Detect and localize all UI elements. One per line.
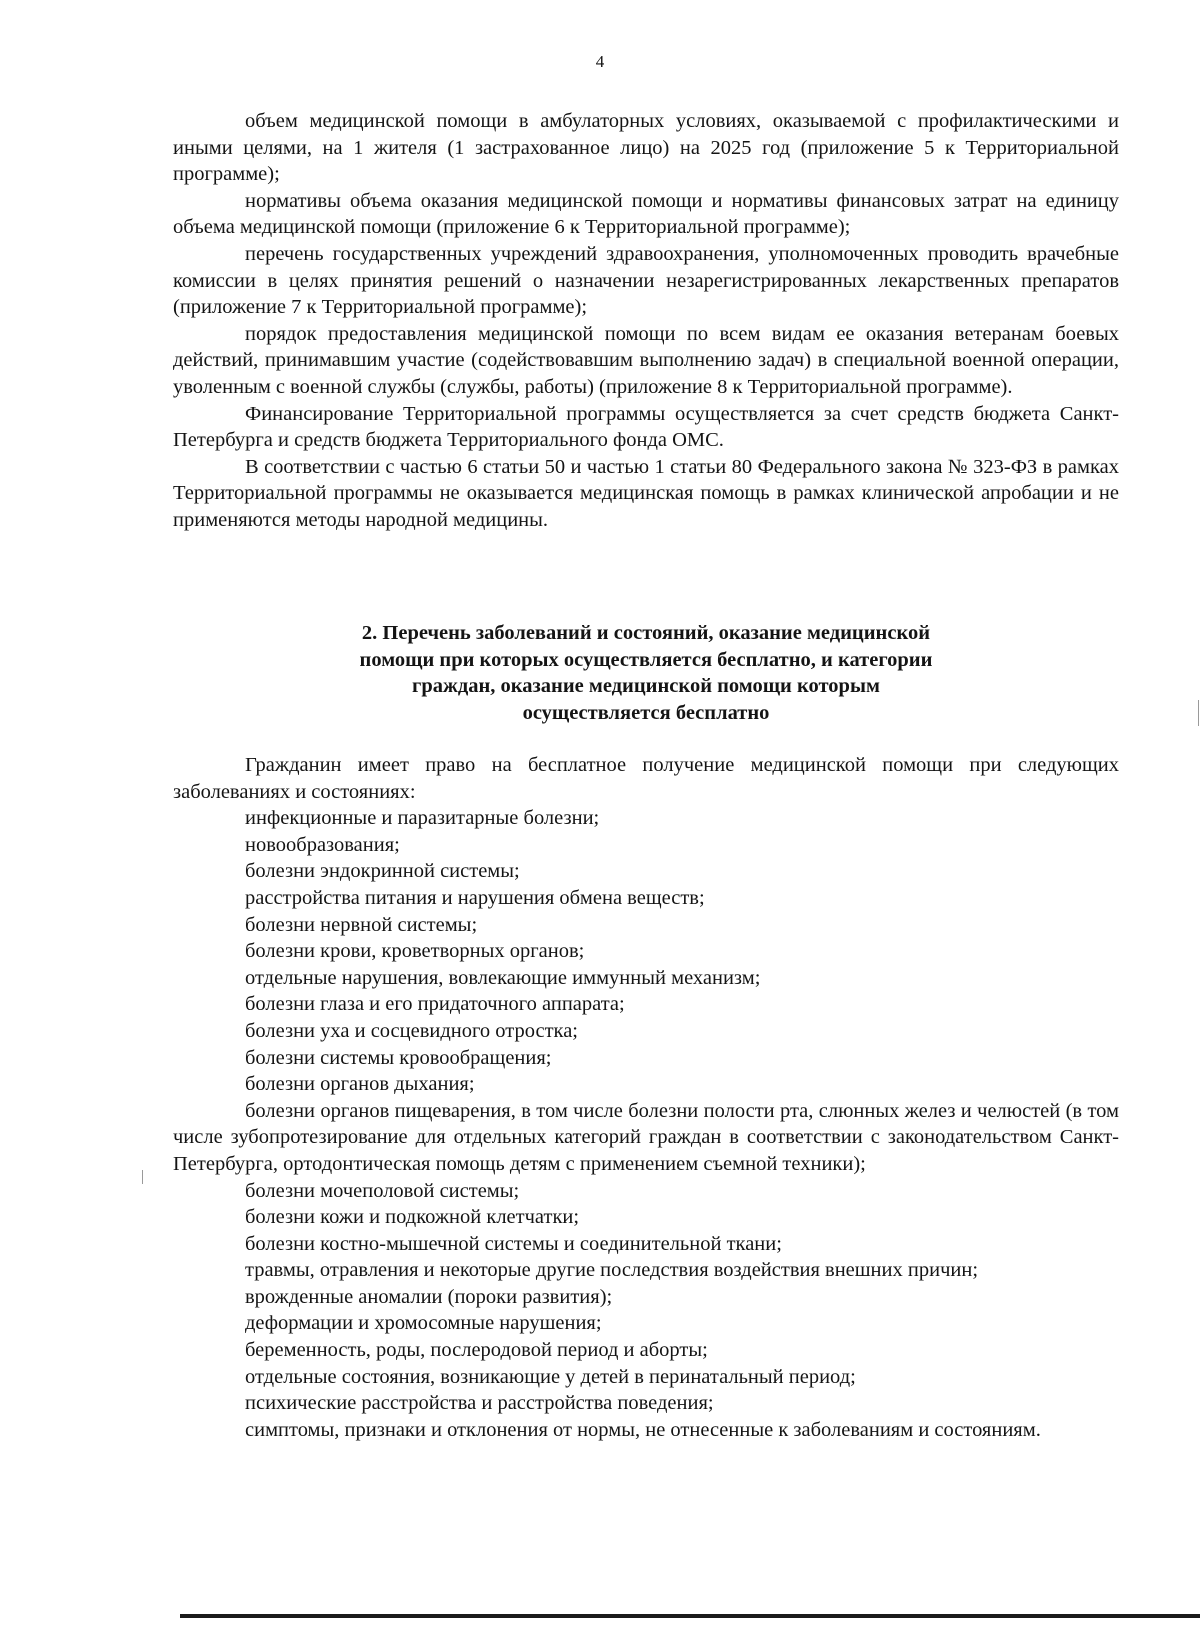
condition-item: болезни глаза и его придаточного аппарата;: [245, 993, 625, 1016]
scan-artifact: [1198, 700, 1199, 726]
paragraph-federal-law: В соответствии с частью 6 статьи 50 и частью 1 статьи 80 Федерального закона № 323-ФЗ в рамках Территориальной программы не оказывается медицинская помощь в рамках клинической апробации и не применяются методы народной медицины.: [173, 455, 1119, 531]
conditions-section: [173, 752, 1119, 1443]
page-number: 4: [595, 52, 605, 71]
section-heading-line: помощи при которых осуществляется бесплатно, и категории: [359, 648, 933, 671]
section-heading-line: граждан, оказание медицинской помощи которым: [412, 675, 880, 698]
scan-artifact: [142, 1170, 143, 1184]
condition-item: врожденные аномалии (пороки развития);: [245, 1285, 613, 1308]
condition-item: новообразования;: [245, 833, 400, 856]
section-heading: [173, 620, 1119, 726]
paragraph-volume-standards: нормативы объема оказания медицинской помощи и нормативы финансовых затрат на единицу объема медицинской помощи (приложение 6 к Территориальной программе);: [173, 189, 1119, 239]
condition-item: инфекционные и паразитарные болезни;: [245, 807, 600, 830]
condition-item: отдельные состояния, возникающие у детей в перинатальный период;: [245, 1365, 856, 1388]
condition-item: болезни мочеполовой системы;: [245, 1179, 520, 1202]
condition-item: болезни крови, кроветворных органов;: [245, 940, 585, 963]
condition-item: болезни системы кровообращения;: [245, 1046, 552, 1069]
condition-item: симптомы, признаки и отклонения от нормы, не отнесенные к заболеваниям и состояниям.: [245, 1418, 1041, 1441]
condition-item: травмы, отравления и некоторые другие последствия воздействия внешних причин;: [245, 1259, 979, 1282]
condition-item: болезни органов пищеварения, в том числе болезни полости рта, слюнных желез и челюстей (в том числе зубопротезирование для отдельных категорий граждан в соответствии с законодательством Санкт-Петербурга, ортодонтическая помощь детям с применением съемной техники);: [173, 1099, 1119, 1175]
condition-item: психические расстройства и расстройства поведения;: [245, 1392, 714, 1415]
condition-item: отдельные нарушения, вовлекающие иммунный механизм;: [245, 966, 761, 989]
condition-item: болезни органов дыхания;: [245, 1073, 475, 1096]
section-heading-line: осуществляется бесплатно: [522, 701, 770, 724]
section-heading-line: 2. Перечень заболеваний и состояний, оказание медицинской: [361, 622, 931, 644]
conditions-intro: Гражданин имеет право на бесплатное получение медицинской помощи при следующих заболеваниях и состояниях:: [173, 754, 1119, 803]
paragraph-medical-commissions: перечень государственных учреждений здравоохранения, уполномоченных проводить врачебные комиссии в целях принятия решений о назначении незарегистрированных лекарственных препаратов (приложение 7 к Территориальной программе);: [173, 242, 1119, 319]
condition-item: расстройства питания и нарушения обмена веществ;: [245, 886, 705, 909]
scan-edge-line: [180, 1614, 1200, 1618]
condition-item: болезни эндокринной системы;: [245, 860, 520, 883]
condition-item: болезни кожи и подкожной клетчатки;: [245, 1206, 580, 1229]
intro-paragraphs: [173, 108, 1119, 534]
condition-item: болезни костно-мышечной системы и соединительной ткани;: [245, 1232, 782, 1255]
paragraph-financing: Финансирование Территориальной программы осуществляется за счет средств бюджета Санкт-Петербурга и средств бюджета Территориального фонда ОМС.: [173, 402, 1119, 452]
paragraph-outpatient-volume: объем медицинской помощи в амбулаторных условиях, оказываемой с профилактическими и иными целями, на 1 жителя (1 застрахованное лицо) на 2025 год (приложение 5 к Территориальной программе);: [173, 110, 1119, 186]
condition-item: деформации и хромосомные нарушения;: [245, 1312, 602, 1335]
paragraph-veterans-procedure: порядок предоставления медицинской помощи по всем видам ее оказания ветеранам боевых действий, принимавшим участие (содействовавшим выполнению задач) в специальной военной операции, уволенным с военной службы (службы, работы) (приложение 8 к Территориальной программе).: [173, 322, 1119, 398]
condition-item: болезни нервной системы;: [245, 913, 478, 936]
condition-item: беременность, роды, послеродовой период и аборты;: [245, 1339, 708, 1362]
condition-item: болезни уха и сосцевидного отростка;: [245, 1019, 579, 1042]
